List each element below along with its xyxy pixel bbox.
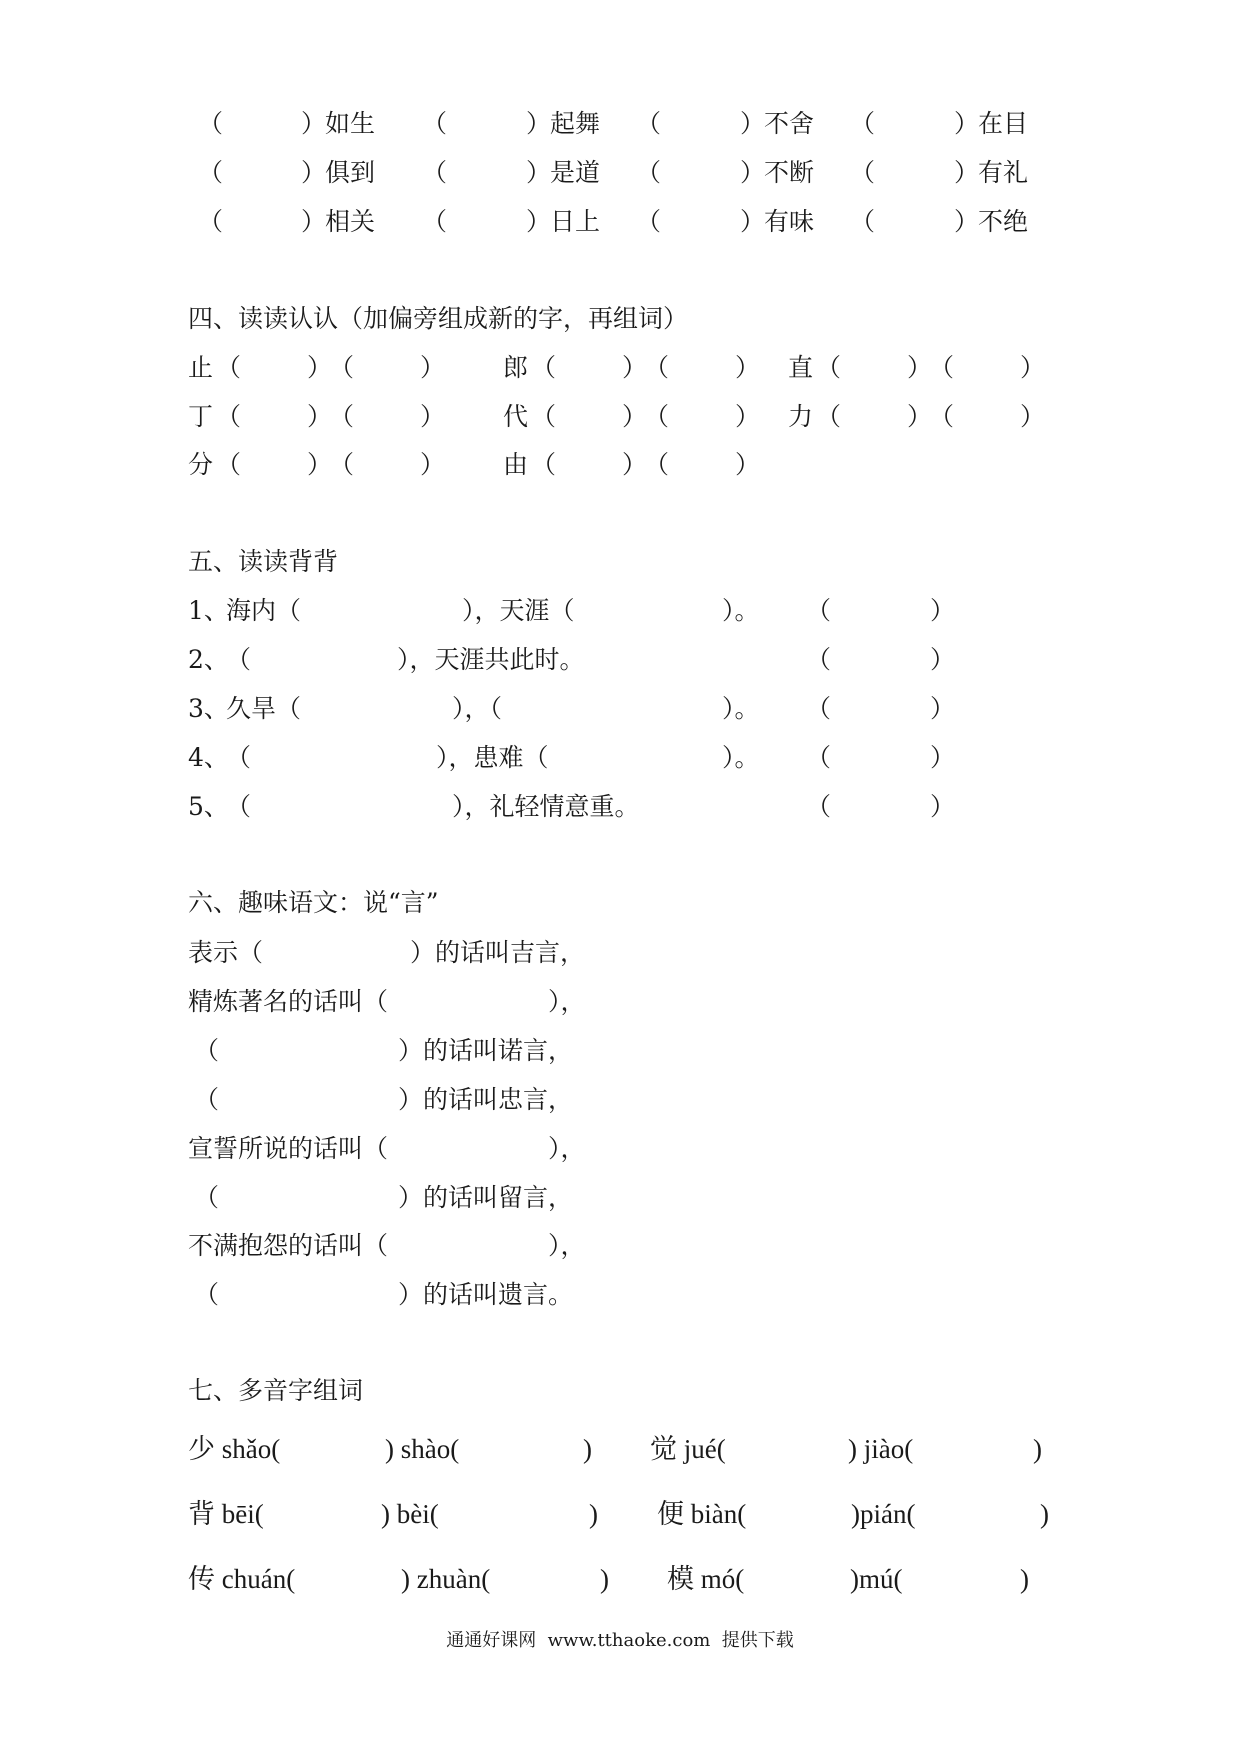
blank-open-paren: （: [216, 450, 242, 479]
line-prefix: 表示（: [188, 938, 264, 967]
blank-close-paren: ）: [930, 792, 956, 821]
base-char: 丁: [188, 402, 214, 431]
poem-middle: ），天涯（: [462, 596, 575, 625]
polyphone-reading-1: 背 bēi(: [188, 1499, 264, 1529]
idiom-suffix: 有味: [764, 207, 815, 236]
line-suffix: ）的话叫吉言，: [410, 938, 586, 967]
base-char: 由: [503, 450, 529, 479]
idiom-suffix: 有礼: [978, 158, 1029, 187]
base-char: 止: [188, 353, 214, 382]
blank-open-paren: （: [644, 402, 670, 431]
blank-open-paren: （: [216, 402, 242, 431]
blank-close-paren: ）: [740, 109, 766, 138]
poem-prefix: （: [226, 645, 252, 674]
blank-open-paren: （: [644, 353, 670, 382]
section-6-title: 六、趣味语文：说“言”: [188, 888, 439, 917]
blank-open-paren: （: [644, 450, 670, 479]
line-suffix: ）的话叫忠言，: [398, 1085, 574, 1114]
polyphone-reading-2: ) bèi(: [381, 1499, 439, 1529]
blank-open-paren: （: [329, 402, 355, 431]
blank-close-paren: ）: [301, 207, 327, 236]
blank-open-paren: （: [806, 694, 832, 723]
blank-close-paren: ）: [735, 353, 761, 382]
blank-open-paren: （: [198, 158, 224, 187]
blank-close-paren: ）: [526, 109, 552, 138]
idiom-suffix: 相关: [325, 207, 376, 236]
blank-close-paren: ）: [930, 596, 956, 625]
polyphone-reading-2: ) jiào(: [848, 1434, 914, 1464]
blank-open-paren: （: [806, 792, 832, 821]
poem-middle: ），天涯共此时。: [397, 645, 585, 674]
blank-close-paren: ）: [307, 450, 333, 479]
blank-close-paren: ）: [930, 645, 956, 674]
blank-open-paren: （: [806, 596, 832, 625]
blank-open-paren: （: [422, 207, 448, 236]
blank-close-paren: ): [1033, 1434, 1042, 1464]
polyphone-reading-1: 觉 jué(: [650, 1434, 726, 1464]
blank-open-paren: （: [850, 158, 876, 187]
polyphone-reading-2: ) zhuàn(: [401, 1564, 491, 1594]
item-number: 5、: [188, 792, 229, 821]
base-char: 郎: [503, 353, 529, 382]
blank-open-paren: （: [216, 353, 242, 382]
blank-close-paren: ）: [735, 450, 761, 479]
idiom-suffix: 不断: [764, 158, 815, 187]
blank-close-paren: ): [589, 1499, 598, 1529]
blank-open-paren: （: [422, 158, 448, 187]
polyphone-reading-1: 便 biàn(: [657, 1499, 747, 1529]
poem-prefix: （: [226, 743, 252, 772]
base-char: 代: [503, 402, 529, 431]
blank-open-paren: （: [929, 402, 955, 431]
idiom-suffix: 起舞: [550, 109, 601, 138]
blank-open-paren: （: [531, 353, 557, 382]
idiom-suffix: 是道: [550, 158, 601, 187]
blank-close-paren: ）: [622, 450, 648, 479]
blank-open-paren: （: [422, 109, 448, 138]
poem-prefix: 海内（: [226, 596, 302, 625]
blank-open-paren: （: [329, 353, 355, 382]
idiom-suffix: 俱到: [325, 158, 376, 187]
page-footer: 通通好课网 www.tthaoke.com 提供下载: [446, 1630, 794, 1651]
polyphone-reading-1: 少 shǎo(: [188, 1434, 281, 1464]
blank-open-paren: （: [531, 402, 557, 431]
line-suffix: ），: [548, 987, 586, 1016]
blank-close-paren: ): [1040, 1499, 1049, 1529]
polyphone-reading-2: )pián(: [851, 1499, 916, 1529]
line-suffix: ）的话叫遗言。: [398, 1280, 574, 1309]
blank-close-paren: ）: [526, 207, 552, 236]
section-7-title: 七、多音字组词: [188, 1376, 364, 1405]
blank-open-paren: （: [850, 109, 876, 138]
blank-close-paren: ): [583, 1434, 592, 1464]
polyphone-reading-1: 模 mó(: [667, 1564, 745, 1594]
polyphone-reading-2: ) shào(: [385, 1434, 460, 1464]
blank-open-paren: （: [636, 207, 662, 236]
blank-close-paren: ）: [622, 402, 648, 431]
line-prefix: （: [194, 1036, 220, 1065]
section-4-title: 四、读读认认（加偏旁组成新的字，再组词）: [188, 304, 689, 333]
blank-close-paren: ）: [301, 109, 327, 138]
line-suffix: ），: [548, 1231, 586, 1260]
poem-middle: ），（: [452, 694, 503, 723]
blank-open-paren: （: [636, 109, 662, 138]
item-number: 4、: [188, 743, 229, 772]
blank-close-paren: ）: [930, 743, 956, 772]
poem-middle: ），患难（: [436, 743, 549, 772]
blank-open-paren: （: [329, 450, 355, 479]
base-char: 直: [788, 353, 814, 382]
line-suffix: ），: [548, 1134, 586, 1163]
blank-close-paren: ）: [526, 158, 552, 187]
blank-close-paren: ）: [1020, 402, 1046, 431]
blank-close-paren: ）: [907, 353, 933, 382]
item-number: 3、: [188, 694, 229, 723]
poem-suffix: ）。: [722, 694, 760, 723]
blank-open-paren: （: [806, 645, 832, 674]
idiom-suffix: 日上: [550, 207, 601, 236]
line-prefix: （: [194, 1183, 220, 1212]
item-number: 2、: [188, 645, 229, 674]
blank-close-paren: ）: [954, 109, 980, 138]
idiom-suffix: 不绝: [978, 207, 1029, 236]
poem-suffix: ）。: [722, 596, 760, 625]
line-prefix: （: [194, 1280, 220, 1309]
blank-close-paren: ）: [740, 158, 766, 187]
line-suffix: ）的话叫留言，: [398, 1183, 574, 1212]
blank-close-paren: ）: [954, 207, 980, 236]
line-prefix: 宣誓所说的话叫（: [188, 1134, 389, 1163]
idiom-suffix: 如生: [325, 109, 376, 138]
polyphone-reading-2: )mú(: [850, 1564, 903, 1594]
blank-open-paren: （: [816, 402, 842, 431]
item-number: 1、: [188, 596, 229, 625]
blank-close-paren: ）: [622, 353, 648, 382]
blank-close-paren: ): [600, 1564, 609, 1594]
blank-open-paren: （: [531, 450, 557, 479]
base-char: 分: [188, 450, 214, 479]
blank-close-paren: ）: [307, 353, 333, 382]
blank-close-paren: ）: [420, 450, 446, 479]
blank-close-paren: ）: [735, 402, 761, 431]
base-char: 力: [788, 402, 814, 431]
blank-close-paren: ）: [307, 402, 333, 431]
poem-prefix: （: [226, 792, 252, 821]
line-prefix: 不满抱怨的话叫（: [188, 1231, 389, 1260]
line-suffix: ）的话叫诺言，: [398, 1036, 574, 1065]
blank-open-paren: （: [850, 207, 876, 236]
blank-close-paren: ）: [740, 207, 766, 236]
idiom-suffix: 不舍: [764, 109, 815, 138]
blank-close-paren: ）: [907, 402, 933, 431]
poem-middle: ），礼轻情意重。: [452, 792, 640, 821]
blank-open-paren: （: [636, 158, 662, 187]
poem-suffix: ）。: [722, 743, 760, 772]
blank-open-paren: （: [806, 743, 832, 772]
blank-open-paren: （: [198, 109, 224, 138]
blank-open-paren: （: [929, 353, 955, 382]
blank-close-paren: ): [1020, 1564, 1029, 1594]
idiom-suffix: 在目: [978, 109, 1029, 138]
blank-close-paren: ）: [954, 158, 980, 187]
blank-open-paren: （: [816, 353, 842, 382]
blank-close-paren: ）: [301, 158, 327, 187]
blank-close-paren: ）: [420, 353, 446, 382]
blank-open-paren: （: [198, 207, 224, 236]
polyphone-reading-1: 传 chuán(: [188, 1564, 296, 1594]
blank-close-paren: ）: [420, 402, 446, 431]
blank-close-paren: ）: [930, 694, 956, 723]
blank-close-paren: ）: [1020, 353, 1046, 382]
section-5-title: 五、读读背背: [188, 547, 339, 576]
line-prefix: （: [194, 1085, 220, 1114]
poem-prefix: 久旱（: [226, 694, 302, 723]
line-prefix: 精炼著名的话叫（: [188, 987, 389, 1016]
